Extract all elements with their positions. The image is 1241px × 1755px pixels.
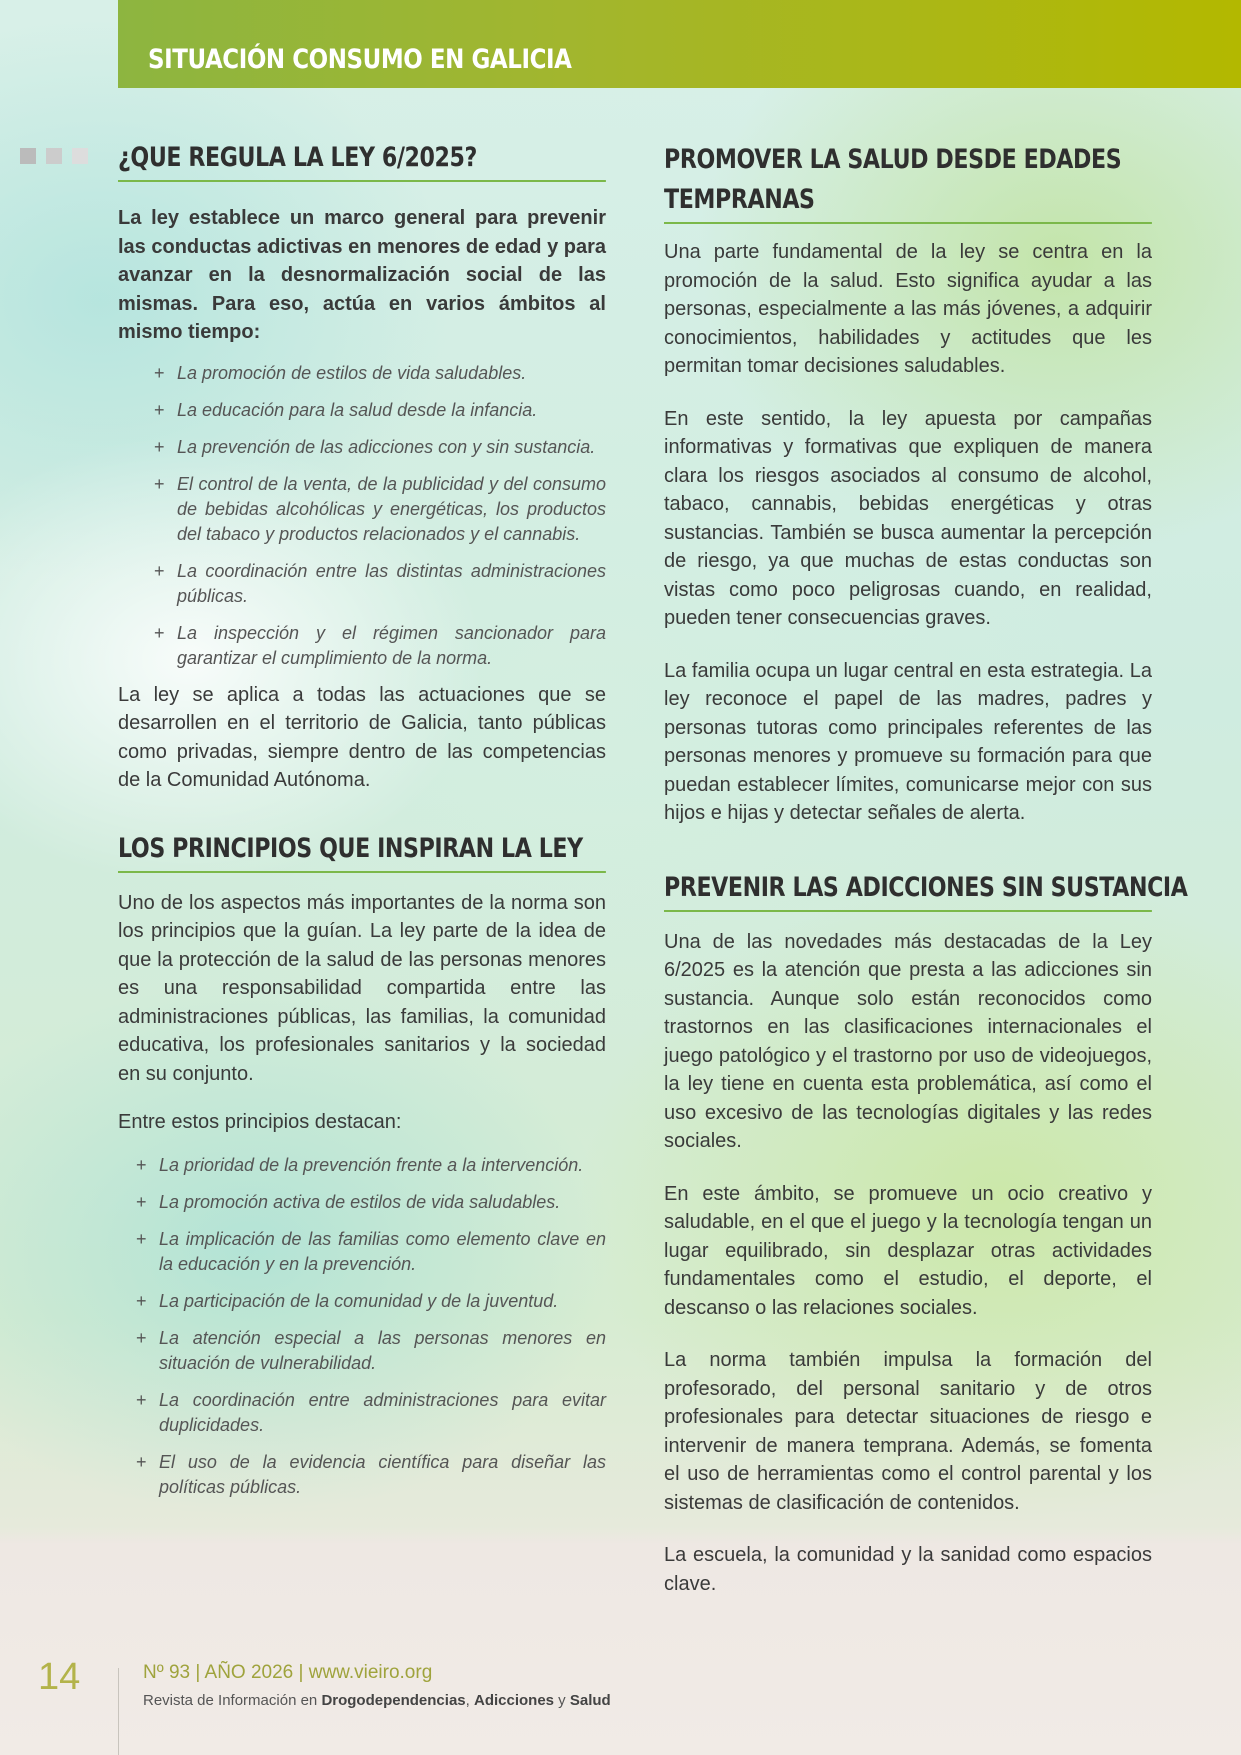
list-item: + La educación para la salud desde la infancia. (177, 398, 606, 423)
list-item: + El control de la venta, de la publicidad y del consumo de bebidas alcohólicas y energéticas, los productos del tabaco y productos relacionados y el cannabis. (177, 472, 606, 547)
footer-subtitle-b2: Adicciones (473, 1692, 555, 1709)
prevenir-paragraph-3: La norma también impulsa la formación del profesorado, del personal sanitario y de otros profesionales para detectar situaciones de riesgo e intervenir de manera temprana. Además, se fomenta el uso de herramientas como el control parental y los sistemas de clasificación de contenidos. (664, 1349, 1152, 1514)
list-item: + La prioridad de la prevención frente a la intervención. (159, 1153, 606, 1178)
list-item: + La inspección y el régimen sancionador para garantizar el cumplimiento de la norma. (177, 621, 606, 671)
closing-paragraph: La ley se aplica a todas las actuaciones que se desarrollen en el territorio de Galicia, tanto públicas como privadas, siempre dentro de las competencias de la Comunidad Autónoma. (118, 683, 606, 791)
principios-intro: Entre estos principios destacan: (118, 1111, 402, 1133)
footer-subtitle-sep2: y (554, 1692, 570, 1709)
footer-subtitle-b3: Salud (569, 1692, 611, 1709)
right-column (664, 140, 1188, 1598)
principios-paragraph: Uno de los aspectos más importantes de la norma son los principios que la guían. La ley parte de la idea de que la protección de la salud de las personas menores es una responsabilidad compartida entre las administraciones públicas, las familias, la comunidad educativa, los profesionales sanitarios y la sociedad en su conjunto. (118, 891, 606, 1085)
list-item: + La atención especial a las personas menores en situación de vulnerabilidad. (159, 1326, 606, 1376)
list-item: + La coordinación entre las distintas administraciones públicas. (177, 559, 606, 609)
list-item: + La implicación de las familias como elemento clave en la educación y en la prevención. (159, 1227, 606, 1277)
footer-subtitle-prefix: Revista de Información en (143, 1692, 322, 1709)
decorative-squares (20, 148, 88, 164)
list-item: + El uso de la evidencia científica para diseñar las políticas públicas. (159, 1450, 606, 1500)
bullet-list-ambitos (118, 361, 606, 671)
lead-paragraph: La ley establece un marco general para prevenir las conductas adictivas en menores de edad y para avanzar en la desnormalización social de las mismas. Para eso, actúa en varios ámbitos al mismo tiempo: (118, 207, 606, 343)
header-title: SITUACIÓN CONSUMO EN GALICIA (148, 44, 572, 75)
list-item: + La prevención de las adicciones con y sin sustancia. (177, 435, 606, 460)
footer-divider (118, 1668, 119, 1755)
list-item: + La coordinación entre administraciones para evitar duplicidades. (159, 1388, 606, 1438)
promover-paragraph-1: Una parte fundamental de la ley se centra en la promoción de la salud. Esto significa ayudar a las personas, especialmente a las más jóvenes, a adquirir conocimientos, habilidades y actitudes que les permitan tomar decisiones saludables. (664, 241, 1152, 377)
list-item: + La promoción de estilos de vida saludables. (177, 361, 606, 386)
bullet-list-principios (118, 1153, 606, 1500)
square-icon (46, 148, 62, 164)
section-title-promover: PROMOVER LA SALUD DESDE EDADES TEMPRANAS (664, 140, 1152, 224)
footer-subtitle (143, 1692, 611, 1709)
footer-subtitle-b1: Drogodependencias (321, 1692, 466, 1709)
prevenir-paragraph-1: Una de las novedades más destacadas de la Ley 6/2025 es la atención que presta a las adicciones sin sustancia. Aunque solo están reconocidos como trastornos en las clasificaciones internacionales el juego patológico y el trastorno por uso de videojuegos, la ley tiene en cuenta esta problemática, así como el uso excesivo de las tecnologías digitales y las redes sociales. (664, 930, 1152, 1152)
list-item: + La participación de la comunidad y de la juventud. (159, 1289, 606, 1314)
prevenir-paragraph-4: La escuela, la comunidad y la sanidad como espacios clave. (664, 1544, 1152, 1595)
square-icon (72, 148, 88, 164)
header-bar (118, 0, 1241, 88)
square-icon (20, 148, 36, 164)
prevenir-paragraph-2: En este ámbito, se promueve un ocio creativo y saludable, en el que el juego y la tecnología tengan un lugar equilibrado, sin desplazar otras actividades fundamentales como el estudio, el deporte, el descanso o las relaciones sociales. (664, 1182, 1152, 1319)
promover-paragraph-3: La familia ocupa un lugar central en esta estrategia. La ley reconoce el papel de las madres, padres y personas tutoras como principales referentes de las personas menores y promueve su formación para que puedan establecer límites, comunicarse mejor con sus hijos e hijas y detectar señales de alerta. (664, 659, 1152, 824)
section-title-principios: LOS PRINCIPIOS QUE INSPIRAN LA LEY (118, 829, 606, 873)
page-number: 14 (38, 1656, 81, 1698)
section-title-prevenir: PREVENIR LAS ADICCIONES SIN SUSTANCIA (664, 868, 1152, 912)
list-item: + La promoción activa de estilos de vida saludables. (159, 1190, 606, 1215)
left-column (118, 138, 606, 1500)
section-title-que-regula: ¿QUE REGULA LA LEY 6/2025? (118, 138, 606, 182)
footer-issue-info: Nº 93 | AÑO 2026 | www.vieiro.org (143, 1662, 433, 1683)
promover-paragraph-2: En este sentido, la ley apuesta por campañas informativas y formativas que expliquen de manera clara los riesgos asociados al consumo de alcohol, tabaco, cannabis, bebidas energéticas y otras sustancias. También se busca aumentar la percepción de riesgo, ya que muchas de estas conductas son vistas como poco peligrosas cuando, en realidad, pueden tener consecuencias graves. (664, 407, 1152, 629)
footer-subtitle-sep1: , (465, 1692, 474, 1709)
